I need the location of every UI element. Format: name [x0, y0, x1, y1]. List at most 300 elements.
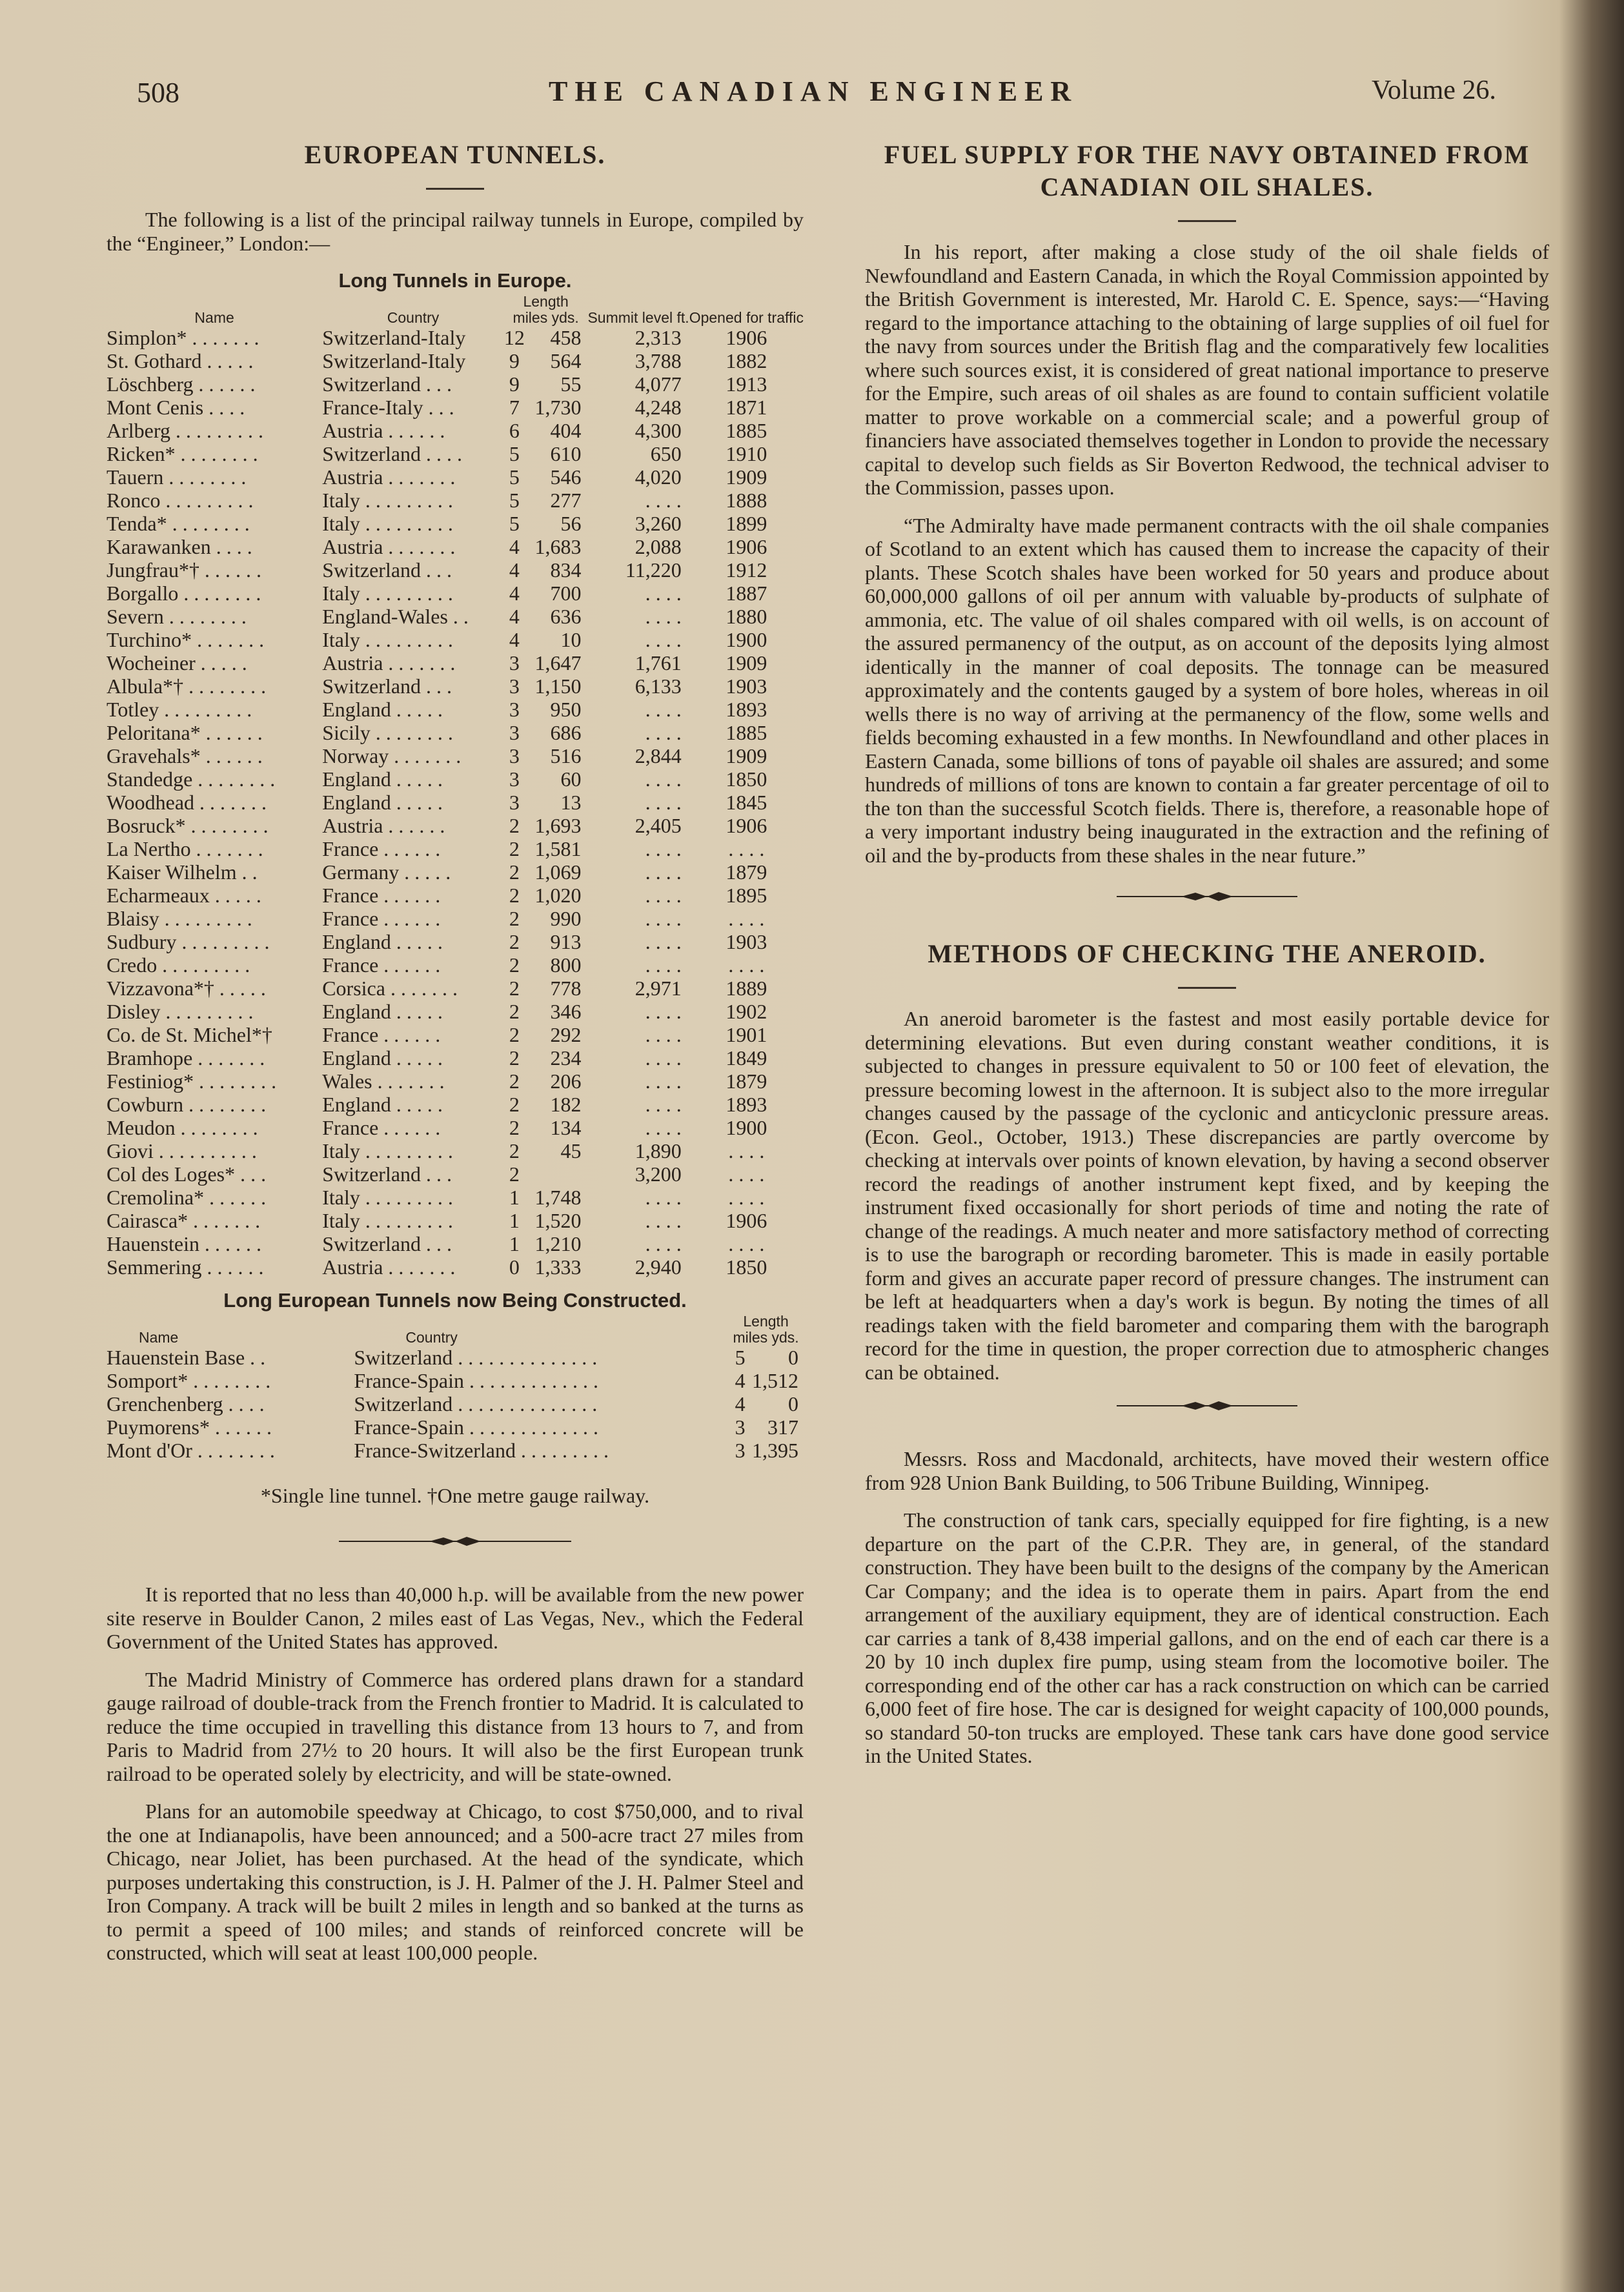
tunnel-name: Ricken* . . . . . . . .	[107, 442, 258, 465]
tunnel-opened: 1887	[726, 582, 767, 605]
tunnel-name: Semmering . . . . . .	[107, 1255, 264, 1279]
tunnel-name: Löschberg . . . . . .	[107, 372, 256, 396]
volume-label: Volume 26.	[1372, 76, 1496, 105]
paragraph-architects: Messrs. Ross and Macdonald, architects, have moved their western office from 928 Union Bank Building, to 506 Tribune Building, Winnipeg.	[865, 1447, 1549, 1494]
tunnel-summit: . . . .	[645, 605, 682, 628]
tunnel-miles: 5	[509, 512, 520, 535]
tunnel-miles: 2	[509, 907, 520, 930]
tunnel-miles: 3	[509, 721, 520, 744]
construction-name: Puymorens* . . . . . .	[107, 1415, 272, 1439]
tunnel-name: Sudbury . . . . . . . . .	[107, 930, 270, 953]
paragraph-aneroid: An aneroid barometer is the fastest and most easily portable device for determining elevations. But even during constant weather conditions, it is subjected to changes in pressure equivalent to 50 or 100 feet of elevation, the pressure becoming lowest in the afternoon. It is subject also to the more irregular changes caused by the passage of the cyclonic and anticyclonic pressure areas. (Econ. Geol., October, 1913.) These discrepancies are partly overcome by checking at intervals over points of known elevation, by having a second observer record the readings of another instrument kept fixed, and by keeping the instrument fixed occasionally for short periods of time and noting the rate of change of the readings. A much neater and more satisfactory method of correcting is to use the barograph or recording barometer. This is made in easily portable form and gives an accurate paper record of pressure changes. The instrument can be left at headquarters when a day's work is begun. By noting the times of all readings taken with the field barometer and comparing them with the barograph record for the time in question, the proper correction due to atmospheric changes can be obtained.	[865, 1007, 1549, 1384]
table-row	[107, 767, 804, 791]
tunnel-summit: . . . .	[645, 1023, 682, 1046]
tunnel-country: Austria . . . . . . .	[322, 535, 456, 558]
col-header-length	[504, 294, 588, 326]
tunnel-miles: 1	[509, 1232, 520, 1255]
tunnel-summit: . . . .	[645, 953, 682, 977]
construction-yards: 0	[788, 1392, 798, 1415]
tunnel-miles: 2	[509, 1046, 520, 1070]
construction-miles: 4	[735, 1392, 746, 1415]
tunnel-yards: 1,520	[534, 1209, 582, 1232]
tunnel-opened: . . . .	[728, 907, 765, 930]
tunnel-country: England-Wales . .	[322, 605, 469, 628]
tunnel-yards: 292	[550, 1023, 582, 1046]
table-row	[107, 1000, 804, 1023]
tunnel-summit: . . . .	[645, 1116, 682, 1139]
tunnel-summit: . . . .	[645, 1046, 682, 1070]
tunnel-country: Italy . . . . . . . . .	[322, 582, 453, 605]
construction-miles: 3	[735, 1415, 746, 1439]
tunnel-summit: 6,133	[634, 674, 682, 698]
tunnel-name: Mont Cenis . . . .	[107, 396, 245, 419]
tunnel-miles: 7	[509, 396, 520, 419]
table-row	[107, 1346, 804, 1369]
tunnel-country: Germany . . . . .	[322, 860, 451, 884]
tunnel-name: Albula*† . . . . . . . .	[107, 674, 267, 698]
table-row	[107, 1070, 804, 1093]
tunnel-miles: 2	[509, 814, 520, 837]
tunnel-summit: . . . .	[645, 930, 682, 953]
tunnel-opened: . . . .	[728, 953, 765, 977]
table-row	[107, 953, 804, 977]
tunnel-summit: . . . .	[645, 582, 682, 605]
construction-miles: 3	[735, 1439, 746, 1462]
tunnel-opened: 1906	[726, 535, 767, 558]
tunnel-opened: 1906	[726, 1209, 767, 1232]
col-header-country: Country	[387, 309, 440, 326]
tunnel-yards: 1,020	[534, 884, 582, 907]
tunnel-summit: . . . .	[645, 628, 682, 651]
tunnel-summit: 2,088	[634, 535, 682, 558]
tunnel-country: Austria . . . . . . .	[322, 465, 456, 489]
paragraph-fuel-2: “The Admiralty have made permanent contracts with the oil shale companies of Scotland to an extent which has caused them to increase the capacity of their plants. These Scotch shales have been worked for 50 years and produce about 60,000,000 gallons of oil per annum with valuable by-products of sulphate of ammonia, etc. The value of oil shales compared with oil wells, is on account of the assured permanency of the output, as on account of the deposits lying almost identically in the manner of coal deposits. The tonnage can be measured approximately and the contents gauged by a system of bore holes, whereas in oil wells there is no way of arriving at the permanency of the flow, some wells and fields becoming exhausted in a few months. In Newfoundland and other places in Eastern Canada, some billions of tons of payable oil shales are assured; and some hundreds of millions of tons are known to contain a far greater percentage of oil to the ton than the successful Scotch fields. There is, therefore, a reasonable hope of a very important industry being inaugurated in the extraction and the refining of oil and the by-products from these shales in the near future.”	[865, 513, 1549, 867]
tunnel-yards: 56	[560, 512, 582, 535]
tunnel-yards: 404	[550, 419, 582, 442]
construction-yards: 1,395	[752, 1439, 798, 1462]
tunnel-yards: 1,647	[534, 651, 582, 674]
tunnel-summit: 4,020	[634, 465, 682, 489]
tunnel-opened: 1885	[726, 721, 767, 744]
construction-col-length	[728, 1313, 804, 1346]
tunnel-name: Tauern . . . . . . . .	[107, 465, 247, 489]
tunnel-yards: 990	[550, 907, 582, 930]
tunnel-name: Festiniog* . . . . . . . .	[107, 1070, 277, 1093]
construction-name: Mont d'Or . . . . . . . .	[107, 1439, 275, 1462]
tunnel-opened: 1913	[726, 372, 767, 396]
fuel-heading-line1: FUEL SUPPLY FOR THE NAVY OBTAINED FROM	[884, 140, 1530, 169]
table-row	[107, 837, 804, 860]
tunnel-opened: 1888	[726, 489, 767, 512]
tunnel-opened: 1899	[726, 512, 767, 535]
tunnel-country: France-Italy . . .	[322, 396, 454, 419]
col-header-length-units	[504, 310, 588, 326]
tunnel-summit: 2,313	[634, 326, 682, 349]
tunnel-miles: 4	[509, 628, 520, 651]
tunnel-name: St. Gothard . . . . .	[107, 349, 254, 372]
paragraph-chicago-speedway: Plans for an automobile speedway at Chicago, to cost $750,000, and to rival the one at Indianapolis, have been announced; and a 500-acre tract 27 miles from Chicago, near Joliet, has been purchased. At the head of the syndicate, which purposes undertaking this construction, is J. H. Palmer of the J. H. Palmer Steel and Iron Company. A track will be built 2 miles in length and so banked at the turns as to permit a speed of 100 miles; and stands of reinforced concrete will be constructed, which will seat at least 100,000 people.	[107, 1800, 804, 1964]
tunnel-opened: 1879	[726, 860, 767, 884]
tunnel-name: Echarmeaux . . . . .	[107, 884, 261, 907]
table-row	[107, 605, 804, 628]
tunnel-opened: 1902	[726, 1000, 767, 1023]
tunnel-yards: 277	[550, 489, 582, 512]
tunnel-yards: 234	[550, 1046, 582, 1070]
tunnel-miles: 4	[509, 605, 520, 628]
col-header-length-label: Length	[523, 293, 569, 310]
construction-country: France-Spain . . . . . . . . . . . . .	[354, 1369, 598, 1392]
tunnel-name: Co. de St. Michel*†	[107, 1023, 272, 1046]
tunnel-name: Totley . . . . . . . . .	[107, 698, 252, 721]
col-header-name: Name	[194, 309, 234, 326]
page-number: 508	[137, 77, 179, 108]
tunnel-summit: 3,788	[634, 349, 682, 372]
section-ornament	[339, 1534, 571, 1549]
tunnel-name: Tenda* . . . . . . . .	[107, 512, 250, 535]
tunnel-miles: 2	[509, 1023, 520, 1046]
tunnel-name: Bramhope . . . . . . .	[107, 1046, 265, 1070]
paragraph-madrid-railroad: The Madrid Ministry of Commerce has ordered plans drawn for a standard gauge railroad of double-track from the French frontier to Madrid. It is calculated to reduce the time occupied in travelling this distance from 13 hours to 7, and from Paris to Madrid from 27½ to 20 hours. It will also be the first European trunk railroad to be operated solely by electricity, and will be state-owned.	[107, 1667, 804, 1785]
construction-col-country: Country	[405, 1329, 458, 1346]
tunnel-opened: 1909	[726, 651, 767, 674]
tunnel-name: Disley . . . . . . . . .	[107, 1000, 254, 1023]
tunnel-opened: 1850	[726, 767, 767, 791]
tunnel-opened: 1893	[726, 698, 767, 721]
tunnel-country: France . . . . . .	[322, 1116, 441, 1139]
tunnel-miles: 12	[503, 326, 525, 349]
tunnel-country: France . . . . . .	[322, 907, 441, 930]
tunnel-name: Cairasca* . . . . . . .	[107, 1209, 261, 1232]
tunnel-country: Switzerland . . .	[322, 372, 452, 396]
tunnel-country: Switzerland . . .	[322, 674, 452, 698]
tunnel-miles: 2	[509, 930, 520, 953]
construction-yards: 1,512	[752, 1369, 798, 1392]
tunnel-miles: 2	[509, 837, 520, 860]
tunnel-name: La Nertho . . . . . . .	[107, 837, 263, 860]
tunnel-summit: 3,200	[634, 1162, 682, 1186]
tunnel-name: Meudon . . . . . . . .	[107, 1116, 258, 1139]
tunnel-miles: 5	[509, 489, 520, 512]
tunnel-miles: 5	[509, 442, 520, 465]
tunnel-country: England . . . . .	[322, 1093, 443, 1116]
tunnel-miles: 9	[509, 372, 520, 396]
table-row	[107, 349, 804, 372]
tunnel-yards: 45	[560, 1139, 582, 1162]
tunnel-miles: 3	[509, 791, 520, 814]
tunnel-yards: 636	[550, 605, 582, 628]
tunnel-name: Peloritana* . . . . . .	[107, 721, 263, 744]
tunnel-opened: 1903	[726, 930, 767, 953]
table-row	[107, 535, 804, 558]
tunnel-country: Switzerland . . .	[322, 558, 452, 582]
tunnel-country: Switzerland-Italy	[322, 349, 466, 372]
tunnel-yards: 1,748	[534, 1186, 582, 1209]
tunnel-opened: . . . .	[728, 1139, 765, 1162]
tunnel-country: England . . . . .	[322, 930, 443, 953]
table-row	[107, 442, 804, 465]
table-row	[107, 1209, 804, 1232]
tunnel-opened: 1845	[726, 791, 767, 814]
tunnel-summit: . . . .	[645, 1070, 682, 1093]
section-ornament	[1091, 1398, 1323, 1414]
tunnel-miles: 2	[509, 1162, 520, 1186]
tunnel-summit: 4,077	[634, 372, 682, 396]
table-row	[107, 907, 804, 930]
tunnel-yards: 686	[550, 721, 582, 744]
tunnel-yards: 516	[550, 744, 582, 767]
table-row	[107, 1139, 804, 1162]
tunnel-summit: . . . .	[645, 489, 682, 512]
tunnel-country: England . . . . .	[322, 791, 443, 814]
tunnel-miles: 3	[509, 744, 520, 767]
table-row	[107, 512, 804, 535]
tunnel-opened: 1893	[726, 1093, 767, 1116]
table-row	[107, 674, 804, 698]
tunnel-miles: 2	[509, 884, 520, 907]
construction-name: Grenchenberg . . . .	[107, 1392, 265, 1415]
tunnel-yards: 1,581	[534, 837, 582, 860]
tunnel-country: Switzerland . . . .	[322, 442, 463, 465]
tunnel-country: France . . . . . .	[322, 953, 441, 977]
tunnel-miles: 2	[509, 977, 520, 1000]
aneroid-heading: METHODS OF CHECKING THE ANEROID.	[928, 939, 1487, 968]
construction-country: France-Switzerland . . . . . . . . .	[354, 1439, 609, 1462]
tunnel-miles: 6	[509, 419, 520, 442]
tunnel-miles: 3	[509, 698, 520, 721]
tunnel-summit: . . . .	[645, 1209, 682, 1232]
tunnel-summit: . . . .	[645, 1232, 682, 1255]
tunnel-country: Switzerland-Italy	[322, 326, 466, 349]
heading-rule	[1178, 987, 1236, 989]
tunnel-opened: 1912	[726, 558, 767, 582]
tunnel-summit: 2,844	[634, 744, 682, 767]
table-row	[107, 1023, 804, 1046]
tunnel-country: Wales . . . . . . .	[322, 1070, 445, 1093]
table-row	[107, 651, 804, 674]
tunnel-summit: . . . .	[645, 791, 682, 814]
tunnel-name: Woodhead . . . . . . .	[107, 791, 267, 814]
table-row	[107, 1186, 804, 1209]
tunnel-miles: 2	[509, 1093, 520, 1116]
running-header	[0, 72, 1575, 117]
tunnel-opened: 1889	[726, 977, 767, 1000]
tunnel-country: Italy . . . . . . . . .	[322, 1186, 453, 1209]
tunnel-miles: 0	[509, 1255, 520, 1279]
tunnel-name: Standedge . . . . . . . .	[107, 767, 276, 791]
table-row	[107, 884, 804, 907]
tunnel-summit: 2,940	[634, 1255, 682, 1279]
tunnel-miles: 1	[509, 1186, 520, 1209]
tunnel-country: Austria . . . . . .	[322, 814, 445, 837]
table-row	[107, 860, 804, 884]
table-row	[107, 582, 804, 605]
table-row	[107, 489, 804, 512]
tunnel-miles: 3	[509, 651, 520, 674]
construction-name: Hauenstein Base . .	[107, 1346, 266, 1369]
table-row	[107, 1162, 804, 1186]
construction-country: France-Spain . . . . . . . . . . . . .	[354, 1415, 598, 1439]
tunnel-opened: 1882	[726, 349, 767, 372]
tunnel-miles: 4	[509, 558, 520, 582]
tunnel-name: Col des Loges* . . .	[107, 1162, 267, 1186]
section-ornament	[1091, 889, 1323, 904]
tunnel-yards: 800	[550, 953, 582, 977]
table-row	[107, 791, 804, 814]
tunnel-name: Vizzavona*† . . . . .	[107, 977, 266, 1000]
table-row	[107, 721, 804, 744]
tunnel-miles: 3	[509, 674, 520, 698]
tunnel-opened: 1879	[726, 1070, 767, 1093]
table-row	[107, 930, 804, 953]
tunnel-miles: 4	[509, 535, 520, 558]
tunnel-country: Norway . . . . . . .	[322, 744, 462, 767]
tunnel-opened: 1910	[726, 442, 767, 465]
tunnel-yards: 1,210	[534, 1232, 582, 1255]
tunnel-yards: 60	[560, 767, 582, 791]
tunnel-miles: 2	[509, 1070, 520, 1093]
tunnels-intro: The following is a list of the principal railway tunnels in Europe, compiled by the “Engineer,” London:—	[107, 208, 804, 255]
tunnel-opened: 1871	[726, 396, 767, 419]
tunnel-country: England . . . . .	[322, 767, 443, 791]
tunnel-opened: 1850	[726, 1255, 767, 1279]
tunnel-opened: 1909	[726, 744, 767, 767]
tunnel-miles: 9	[509, 349, 520, 372]
tunnel-yards	[525, 1162, 588, 1186]
long-tunnels-title: Long Tunnels in Europe.	[338, 269, 572, 292]
tunnel-name: Gravehals* . . . . . .	[107, 744, 263, 767]
construction-col-length-units	[728, 1330, 804, 1346]
tunnel-summit: . . . .	[645, 860, 682, 884]
table-row	[107, 1415, 804, 1439]
tunnel-yards: 1,693	[534, 814, 582, 837]
tunnel-opened: . . . .	[728, 1162, 765, 1186]
tunnel-yards: 1,069	[534, 860, 582, 884]
table-row	[107, 1116, 804, 1139]
tunnel-miles: 2	[509, 1116, 520, 1139]
tunnel-name: Arlberg . . . . . . . . .	[107, 419, 263, 442]
tunnel-summit: 650	[650, 442, 682, 465]
tunnel-opened: 1849	[726, 1046, 767, 1070]
table-row	[107, 419, 804, 442]
construction-title: Long European Tunnels now Being Constructed.	[223, 1289, 687, 1312]
tunnel-yards: 913	[550, 930, 582, 953]
tunnel-summit: . . . .	[645, 698, 682, 721]
tunnel-country: Italy . . . . . . . . .	[322, 628, 453, 651]
tunnel-country: Sicily . . . . . . . .	[322, 721, 453, 744]
tunnel-summit: 2,405	[634, 814, 682, 837]
tunnel-opened: 1885	[726, 419, 767, 442]
construction-col-name: Name	[139, 1329, 179, 1346]
table-row	[107, 1392, 804, 1415]
tunnel-name: Turchino* . . . . . . .	[107, 628, 265, 651]
tunnel-name: Karawanken . . . .	[107, 535, 252, 558]
tunnel-summit: . . . .	[645, 837, 682, 860]
tunnel-opened: 1880	[726, 605, 767, 628]
tunnel-summit: . . . .	[645, 721, 682, 744]
table-row	[107, 977, 804, 1000]
tunnel-name: Borgallo . . . . . . . .	[107, 582, 261, 605]
table-row	[107, 558, 804, 582]
tunnel-country: England . . . . .	[322, 698, 443, 721]
table-row	[107, 396, 804, 419]
tunnel-summit: . . . .	[645, 884, 682, 907]
table-row	[107, 1093, 804, 1116]
heading-rule	[1178, 220, 1236, 222]
tunnel-yards: 700	[550, 582, 582, 605]
tunnel-opened: . . . .	[728, 837, 765, 860]
tunnel-yards: 458	[550, 326, 582, 349]
tunnel-yards: 1,683	[534, 535, 582, 558]
tunnel-opened: 1906	[726, 814, 767, 837]
table-row	[107, 326, 804, 349]
tunnel-yards: 55	[560, 372, 582, 396]
construction-country: Switzerland . . . . . . . . . . . . . .	[354, 1346, 598, 1369]
tunnel-opened: . . . .	[728, 1232, 765, 1255]
tunnel-opened: 1895	[726, 884, 767, 907]
tunnel-yards: 834	[550, 558, 582, 582]
construction-name: Somport* . . . . . . . .	[107, 1369, 271, 1392]
construction-col-miles: miles	[733, 1329, 768, 1346]
tunnel-yards: 610	[550, 442, 582, 465]
table-row	[107, 1439, 804, 1462]
right-column	[865, 139, 1549, 1782]
construction-miles: 4	[735, 1369, 746, 1392]
table-row	[107, 372, 804, 396]
construction-table	[107, 1313, 804, 1462]
paragraph-fuel-1: In his report, after making a close study of the oil shale fields of Newfoundland and Eastern Canada, in which the Royal Commission appointed by the British Government is interested, Mr. Harold C. E. Spence, says:—“Having regard to the importance attaching to the obtaining of large supplies of oil fuel for the navy from sources under the British flag and the comparatively few localities where such sources exist, it is considered of great national importance to preserve for the Empire, such areas of oil shales as are found to contain sufficient volatile matter to prove workable on a commercial scale; and a powerful group of financiers have associated themselves together in London to provide the necessary capital to develop such fields as Sir Boverton Redwood, the technical adviser to the Commission, passes upon.	[865, 240, 1549, 499]
construction-yards: 317	[767, 1415, 798, 1439]
tunnel-summit: . . . .	[645, 1186, 682, 1209]
tunnels-heading: EUROPEAN TUNNELS.	[304, 140, 606, 169]
tunnel-summit: 11,220	[625, 558, 682, 582]
col-header-miles: miles	[513, 309, 548, 326]
tunnel-miles: 2	[509, 953, 520, 977]
tunnel-name: Wocheiner . . . . .	[107, 651, 247, 674]
tunnel-summit: 2,971	[634, 977, 682, 1000]
tunnel-summit: 3,260	[634, 512, 682, 535]
fuel-heading-line2: CANADIAN OIL SHALES.	[1040, 172, 1374, 201]
tunnel-summit: . . . .	[645, 1000, 682, 1023]
table-footnote: *Single line tunnel. †One metre gauge railway.	[260, 1484, 650, 1507]
tunnel-country: Italy . . . . . . . . .	[322, 489, 453, 512]
tunnel-name: Bosruck* . . . . . . . .	[107, 814, 269, 837]
table-row	[107, 628, 804, 651]
tunnel-miles: 5	[509, 465, 520, 489]
tunnel-miles: 1	[509, 1209, 520, 1232]
tunnel-opened: 1909	[726, 465, 767, 489]
tunnel-opened: 1900	[726, 1116, 767, 1139]
table-row	[107, 1255, 804, 1279]
tunnel-country: England . . . . .	[322, 1000, 443, 1023]
tunnel-country: Corsica . . . . . . .	[322, 977, 458, 1000]
construction-col-length-label: Length	[743, 1313, 789, 1330]
table-row	[107, 814, 804, 837]
tunnel-country: France . . . . . .	[322, 837, 441, 860]
tunnel-yards: 346	[550, 1000, 582, 1023]
tunnel-country: Italy . . . . . . . . .	[322, 512, 453, 535]
table-row	[107, 744, 804, 767]
tunnel-yards: 564	[550, 349, 582, 372]
table-header-row	[107, 294, 804, 326]
fuel-heading	[865, 139, 1549, 203]
col-header-opened: Opened for traffic	[689, 309, 804, 326]
tunnel-yards: 1,333	[534, 1255, 582, 1279]
tunnel-summit: . . . .	[645, 907, 682, 930]
tunnel-name: Cremolina* . . . . . .	[107, 1186, 267, 1209]
tunnel-name: Kaiser Wilhelm . .	[107, 860, 258, 884]
tunnel-name: Blaisy . . . . . . . . .	[107, 907, 252, 930]
tunnel-country: Austria . . . . . . .	[322, 651, 456, 674]
